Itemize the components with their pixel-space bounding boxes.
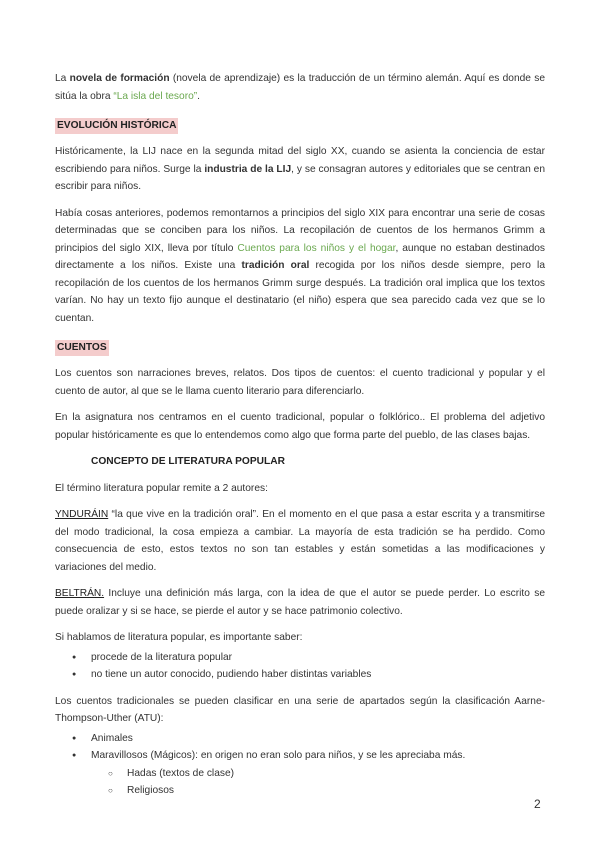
- text: “la que vive en la tradición oral”. En el momento en el que pasa a estar escrita y a transmitirse del modo tradicional, la cosa empieza a cambiar. La mayoría de esta tradición se ha perdido. Como consecuencia de esto, estos textos no son tan estables y están sometidas a las modificaciones y variaciones del medio.: [55, 509, 545, 573]
- paragraph-literatura-popular: Si hablamos de literatura popular, es importante saber:: [55, 632, 303, 643]
- highlighted-heading: CUENTOS: [55, 340, 109, 356]
- bold-term: industria de la LIJ: [204, 163, 292, 175]
- text: (novela de aprendizaje) es la traducción de un término alemán. Aquí es donde se sitúa la obra: [55, 73, 545, 102]
- paragraph-beltran: [55, 585, 545, 620]
- text: Históricamente, la LIJ nace en la segunda mitad del siglo XX, cuando se asienta la conciencia de estar escribiendo para niños. Surge la: [55, 146, 545, 175]
- text: recogida por los niños desde siempre, pero la recopilación de los cuentos de los hermanos Grimm surge después. La tradición oral implica que los textos varían. No hay un texto fijo aunque el destinatario (el niño) espera que sea parecido cada vez que se lo cuentan.: [55, 260, 545, 324]
- text: Incluye una definición más larga, con la idea de que el autor se puede perder. Lo escrito se puede oralizar y si se hace, se pierde el autor y se hace patrimonio colectivo.: [55, 588, 545, 617]
- paragraph-historia: [55, 143, 545, 196]
- bullet-list-literatura: [55, 649, 545, 684]
- heading-evolucion: [55, 115, 545, 134]
- bold-term: tradición oral: [241, 260, 310, 271]
- text: , aunque no estaban destinados directamente a los niños. Existe una: [55, 242, 546, 271]
- paragraph-cuentos: Los cuentos son narraciones breves, relatos. Dos tipos de cuentos: el cuento tradicional y popular y el cuento de autor, al que se le llama cuento literario para diferenciarlo.: [55, 368, 545, 397]
- bullet-list-atu: [55, 730, 545, 765]
- paragraph-antecedentes: [55, 205, 545, 328]
- sub-list-item: ○ Religiosos: [55, 782, 545, 800]
- heading-concepto: CONCEPTO DE LITERATURA POPULAR: [91, 456, 285, 467]
- text: La: [55, 73, 70, 84]
- list-item: ● no tiene un autor conocido, pudiendo haber distintas variables: [55, 666, 545, 684]
- text: , y se consagran autores y editoriales que se centran en escribir para niños.: [55, 163, 545, 192]
- document-page: [55, 70, 545, 800]
- sub-list-maravillosos: [55, 765, 545, 800]
- list-item: ● Animales: [55, 730, 545, 748]
- paragraph-yndurain: [55, 506, 545, 576]
- sub-list-item: ○ Hadas (textos de clase): [55, 765, 545, 783]
- link-cuentos-hogar[interactable]: Cuentos para los niños y el hogar: [237, 242, 396, 254]
- author-name: BELTRÁN.: [55, 588, 105, 599]
- list-item: ● procede de la literatura popular: [55, 649, 545, 667]
- text: Había cosas anteriores, podemos remontarnos a principios del siglo XIX para encontrar una serie de cosas determinadas que se conciben para los niños. La recopilación de cuentos de los hermanos Grimm a principios del siglo XIX, lleva por título: [55, 207, 545, 254]
- list-item: ● Maravillosos (Mágicos): en origen no eran solo para niños, y se les apreciaba más.: [55, 747, 545, 765]
- text: .: [197, 90, 200, 102]
- paragraph-asignatura: En la asignatura nos centramos en el cuento tradicional, popular o folklórico.. El problema del adjetivo popular históricamente es que lo entendemos como algo que forma parte del pueblo, de las clases bajas.: [55, 412, 545, 441]
- author-name: YNDURÁIN: [55, 509, 109, 520]
- page-number: 2: [534, 797, 541, 811]
- heading-cuentos: [55, 337, 545, 356]
- link-isla-tesoro[interactable]: “La isla del tesoro”: [113, 90, 198, 102]
- paragraph-novela-formacion: [55, 70, 545, 105]
- paragraph-clasificacion: Los cuentos tradicionales se pueden clasificar en una serie de apartados según la clasificación Aarne-Thompson-Uther (ATU):: [55, 695, 545, 724]
- highlighted-heading: EVOLUCIÓN HISTÓRICA: [55, 118, 178, 134]
- paragraph-termino: El término literatura popular remite a 2 autores:: [55, 482, 268, 494]
- bold-term: novela de formación: [69, 73, 170, 84]
